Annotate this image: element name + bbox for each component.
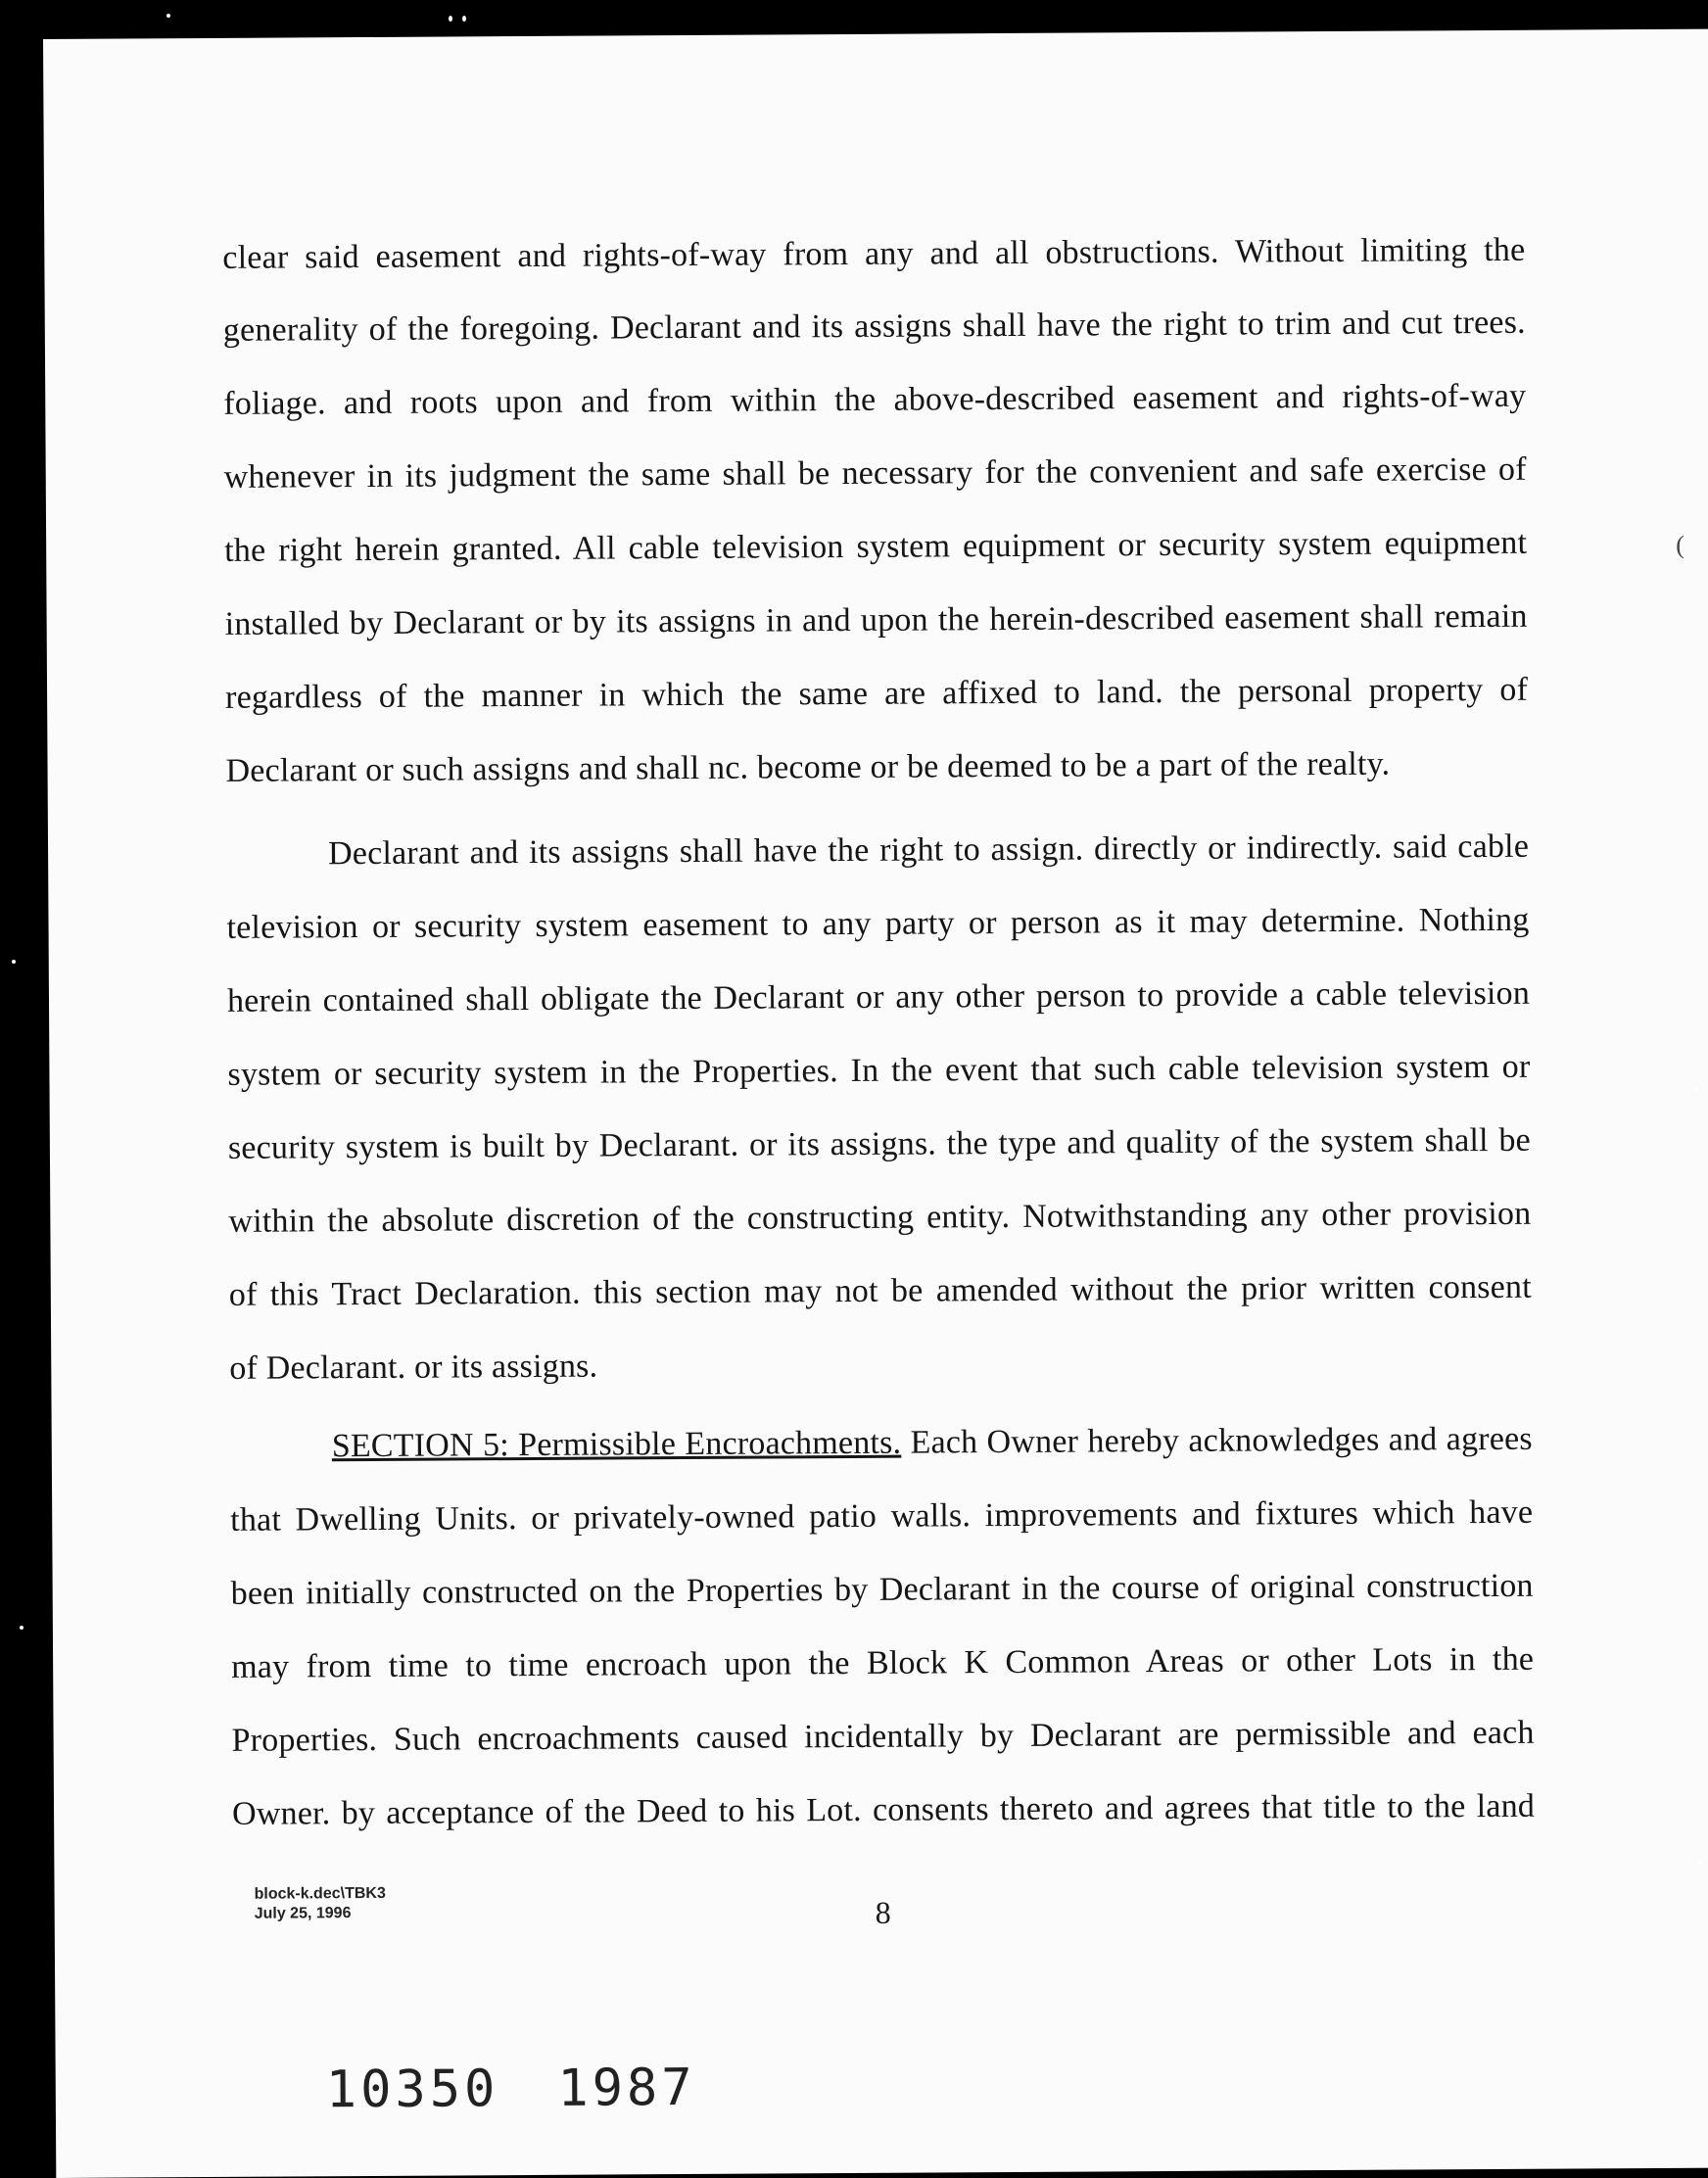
body-line: Declarant and its assigns shall have the right to assign. directly or indirectly. said cable <box>327 828 1530 873</box>
stamp-number-left: 10350 <box>325 2060 499 2120</box>
stamp-number-right: 1987 <box>557 2058 696 2118</box>
scan-speck <box>166 14 170 18</box>
body-line: whenever in its judgment the same shall be necessary for the convenient and safe exercise of <box>223 450 1527 496</box>
body-line: within the absolute discretion of the constructing entity. Notwithstanding any other provision <box>228 1195 1532 1240</box>
scan-speck <box>462 16 466 22</box>
scan-speck <box>1694 1087 1698 1091</box>
page-number: 8 <box>875 1894 891 1930</box>
footer-date: July 25, 1996 <box>254 1905 352 1922</box>
body-line: Owner. by acceptance of the Deed to his Lot. consents thereto and agrees that title to the land <box>231 1787 1536 1832</box>
body-line: regardless of the manner in which the same are affixed to land. the personal property of <box>224 671 1529 716</box>
body-text: Each Owner hereby acknowledges and agrees <box>910 1420 1533 1461</box>
body-line: foliage. and roots upon and from within the above-described easement and rights-of-way <box>223 377 1527 422</box>
footer-file-reference <box>255 1884 387 1924</box>
document-page <box>43 29 1708 2178</box>
body-line: of Declarant. or its assigns. <box>229 1348 598 1387</box>
body-line: may from time to time encroach upon the Block K Common Areas or other Lots in the <box>231 1640 1535 1685</box>
body-line: that Dwelling Units. or privately-owned patio walls. improvements and fixtures which have <box>230 1493 1534 1539</box>
body-line: herein contained shall obligate the Declarant or any other person to provide a cable television <box>226 974 1531 1019</box>
scan-speck <box>1698 1861 1702 1865</box>
body-line: security system is built by Declarant. or its assigns. the type and quality of the system shall be <box>227 1121 1532 1166</box>
body-line: of this Tract Declaration. this section may not be amended without the prior written consent <box>228 1268 1532 1313</box>
body-line: Properties. Such encroachments caused incidentally by Declarant are permissible and each <box>231 1714 1535 1759</box>
body-line: generality of the foregoing. Declarant and its assigns shall have the right to trim and cut trees. <box>222 304 1526 349</box>
scan-speck <box>449 16 452 22</box>
body-line: been initially constructed on the Properties by Declarant in the course of original construction <box>230 1567 1534 1612</box>
section-5-line <box>332 1421 1533 1465</box>
file-ref: block-k.dec\TBK3 <box>254 1884 386 1903</box>
recording-stamp <box>326 2059 755 2120</box>
section-heading: SECTION 5: Permissible Encroachments. <box>331 1424 902 1465</box>
body-line: clear said easement and rights-of-way from any and all obstructions. Without limiting the <box>222 231 1526 276</box>
scan-artifact: ( <box>1676 530 1684 559</box>
body-line: system or security system in the Properties. In the event that such cable television system or <box>227 1048 1531 1093</box>
body-line: the right herein granted. All cable television system equipment or security system equipment <box>224 524 1528 569</box>
body-line: television or security system easement to any party or person as it may determine. Nothing <box>226 901 1530 946</box>
body-line: Declarant or such assigns and shall nc. become or be deemed to be a part of the realty. <box>225 745 1391 789</box>
body-line: installed by Declarant or by its assigns in and upon the herein-described easement shall remain <box>224 597 1528 642</box>
scan-speck <box>12 960 16 964</box>
scan-speck <box>20 1626 24 1630</box>
